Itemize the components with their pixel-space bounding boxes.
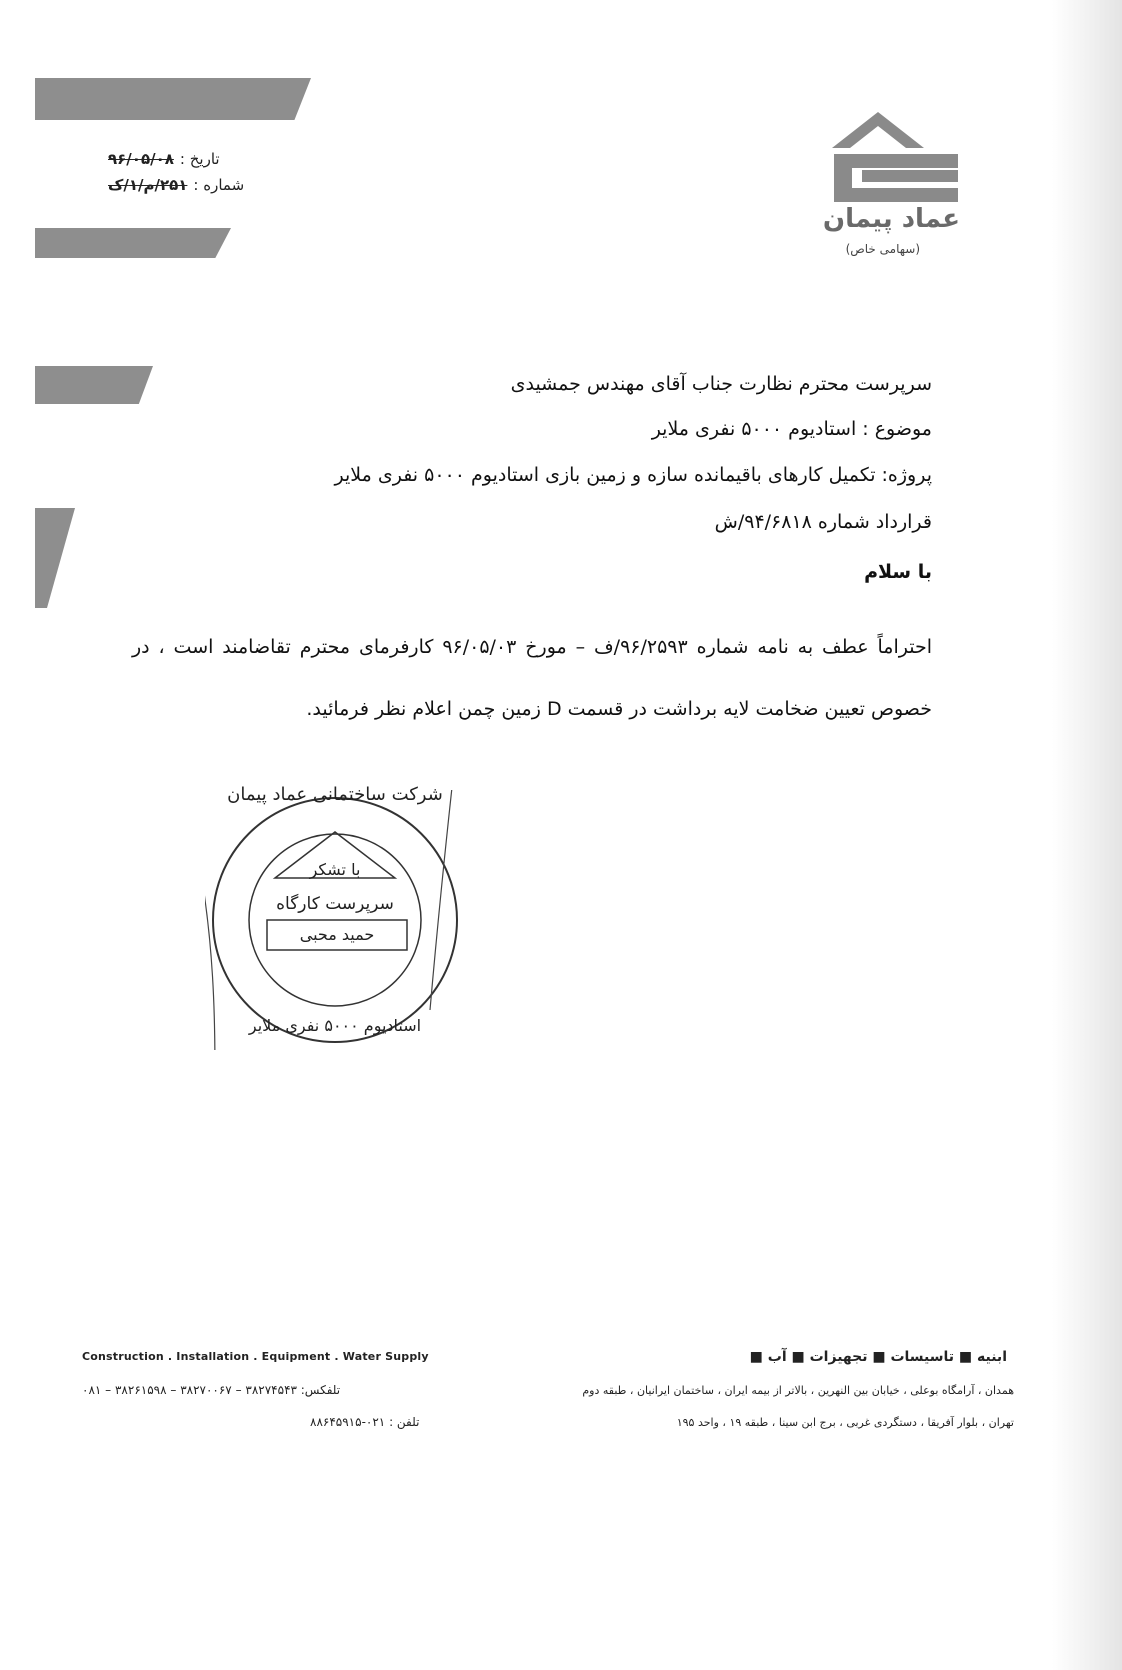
date-value: ۹۶/۰۵/۰۸	[108, 150, 174, 168]
project-line: پروژه: تکمیل کارهای باقیمانده سازه و زمین بازی استادیوم ۵۰۰۰ نفری ملایر	[334, 464, 932, 486]
logo-subtitle: (سهامی خاص)	[845, 242, 920, 256]
stamp-ring-bottom: استادیوم ۵۰۰۰ نفری ملایر	[248, 1016, 422, 1035]
stamp-ring-top: شرکت ساختمانی عماد پیمان	[227, 784, 443, 805]
footer-tehran-tel: تلفن : ۰۲۱-۸۸۶۴۵۹۱۵	[310, 1415, 420, 1429]
side-bar-1	[35, 366, 153, 404]
logo-mark-icon	[810, 108, 960, 204]
number-value: ۲۵۱/م/۱/ک	[108, 176, 188, 194]
footer-hamedan-address: همدان ، آرامگاه بوعلی ، خیابان بین النهرین ، بالاتر از بیمه ایران ، ساختمان ایرانیان ، طبقه دوم	[582, 1384, 1014, 1397]
contract-line: قرارداد شماره ۹۴/۶۸۱۸/ش	[714, 511, 932, 533]
date-row	[108, 150, 308, 176]
footer-tehran-address: تهران ، بلوار آفریقا ، دستگردی غربی ، برج ابن سینا ، طبقه ۱۹ ، واحد ۱۹۵	[676, 1416, 1014, 1429]
stamp-title: سرپرست کارگاه	[276, 894, 394, 914]
stamp-thanks: با تشکر	[309, 860, 361, 879]
stamp-ring-icon	[205, 790, 465, 1050]
letter-meta	[108, 150, 308, 202]
footer-hamedan-fax: تلفکس: ۳۸۲۷۴۵۴۳ – ۳۸۲۷۰۰۶۷ – ۳۸۲۶۱۵۹۸ – ۰۸۱	[82, 1383, 341, 1397]
header-bar-top	[35, 78, 311, 120]
recipient-line: سرپرست محترم نظارت جناب آقای مهندس جمشیدی	[510, 373, 932, 395]
number-row	[108, 176, 308, 202]
date-label: تاریخ :	[179, 150, 220, 168]
company-logo	[810, 108, 960, 256]
logo-name: عماد پیمان	[822, 204, 960, 234]
number-label: شماره :	[193, 176, 245, 194]
stamp-name: حمید محبی	[299, 925, 375, 944]
company-stamp	[205, 784, 465, 1050]
footer-services-en: Construction . Installation . Equipment . Water Supply	[82, 1350, 429, 1363]
subject-line: موضوع : استادیوم ۵۰۰۰ نفری ملایر	[651, 418, 932, 440]
header-bar-bottom	[35, 228, 231, 258]
footer-services-fa: ابنیه ■ تاسیسات ■ تجهیزات ■ آب ■	[749, 1349, 1007, 1365]
side-bar-2	[35, 508, 75, 608]
letter-body: احتراماً عطف به نامه شماره ۹۶/۲۵۹۳/ف – مورخ ۹۶/۰۵/۰۳ کارفرمای محترم تقاضامند است ، در خصوص تعیین ضخامت لایه برداشت در قسمت D زمین چمن اعلام نظر فرمائید.	[132, 636, 932, 720]
scan-shadow	[1052, 0, 1122, 1670]
greeting-line: با سلام	[864, 561, 932, 583]
